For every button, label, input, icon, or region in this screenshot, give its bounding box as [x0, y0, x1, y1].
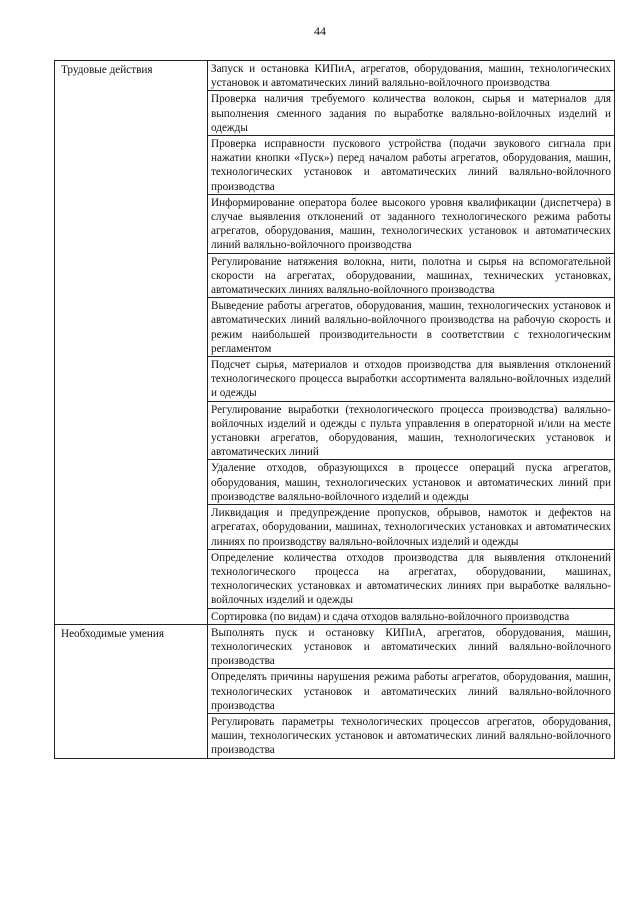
list-item: Проверка исправности пускового устройства (подачи звукового сигнала при нажатии кнопки «Пуск») перед началом работы агрегатов, оборудования, машин, технологических установок и автоматических линий валяльно-войлочного производства: [208, 136, 615, 195]
list-item: Удаление отходов, образующихся в процессе операций пуска агрегатов, оборудования, машин, технологических установок и автоматических линий при производстве валяльно-войлочного изделий и одежды: [208, 460, 615, 505]
list-item: Сортировка (по видам) и сдача отходов валяльно-войлочного производства: [208, 608, 615, 624]
list-item: Регулирование натяжения волокна, нити, полотна и сырья на вспомогательной скорости на агрегатах, оборудовании, машинах, технических установках, автоматических линиях валяльно-войлочного производства: [208, 253, 615, 298]
labor-functions-table: [54, 60, 615, 759]
table-row: [55, 61, 615, 91]
list-item: Выведение работы агрегатов, оборудования, машин, технологических установок и автоматических линий валяльно-войлочного производства на рабочую скорость и режим наибольшей производительности в соответствии с технологическим регламентом: [208, 298, 615, 357]
list-item: Определять причины нарушения режима работы агрегатов, оборудования, машин, технологических установок и автоматических линий валяльно-войлочного производства: [208, 669, 615, 714]
page-number: 44: [314, 24, 326, 38]
list-item: Выполнять пуск и остановку КИПиА, агрегатов, оборудования, машин, технологических установок и автоматических линий валяльно-войлочного производства: [208, 624, 615, 669]
list-item: Регулировать параметры технологических процессов агрегатов, оборудования, машин, технологических установок и автоматических линий валяльно-войлочного производства: [208, 713, 615, 758]
list-item: Проверка наличия требуемого количества волокон, сырья и материалов для выполнения сменного задания по выработке валяльно-войлочных изделий и одежды: [208, 91, 615, 136]
list-item: Подсчет сырья, материалов и отходов производства для выявления отклонений технологического процесса выработки ассортимента валяльно-войлочных изделий и одежды: [208, 357, 615, 402]
section-label-required-skills: Необходимые умения: [55, 624, 208, 758]
list-item: Регулирование выработки (технологического процесса производства) валяльно-войлочных изделий и одежды с пульта управления в операторной и/или на месте установки агрегатов, оборудования, машин, технологических установок и автоматических линий: [208, 401, 615, 460]
section-label-labor-actions: Трудовые действия: [55, 61, 208, 625]
list-item: Информирование оператора более высокого уровня квалификации (диспетчера) в случае выявления отклонений от заданного технологического режима работы агрегатов, оборудования, машин, технологических установок и автоматических линий валяльно-войлочного производства: [208, 194, 615, 253]
list-item: Определение количества отходов производства для выявления отклонений технологического процесса на агрегатах, оборудовании, машинах, технологических установках и автоматических линиях при выработке валяльно-войлочных изделий и одежды: [208, 549, 615, 608]
list-item: Запуск и остановка КИПиА, агрегатов, оборудования, машин, технологических установок и автоматических линий валяльно-войлочного производства: [208, 61, 615, 91]
list-item: Ликвидация и предупреждение пропусков, обрывов, намоток и дефектов на агрегатах, оборудовании, машинах, технологических установках и автоматических линиях по производству валяльно-войлочных изделий и одежды: [208, 505, 615, 550]
table-row: [55, 624, 615, 669]
